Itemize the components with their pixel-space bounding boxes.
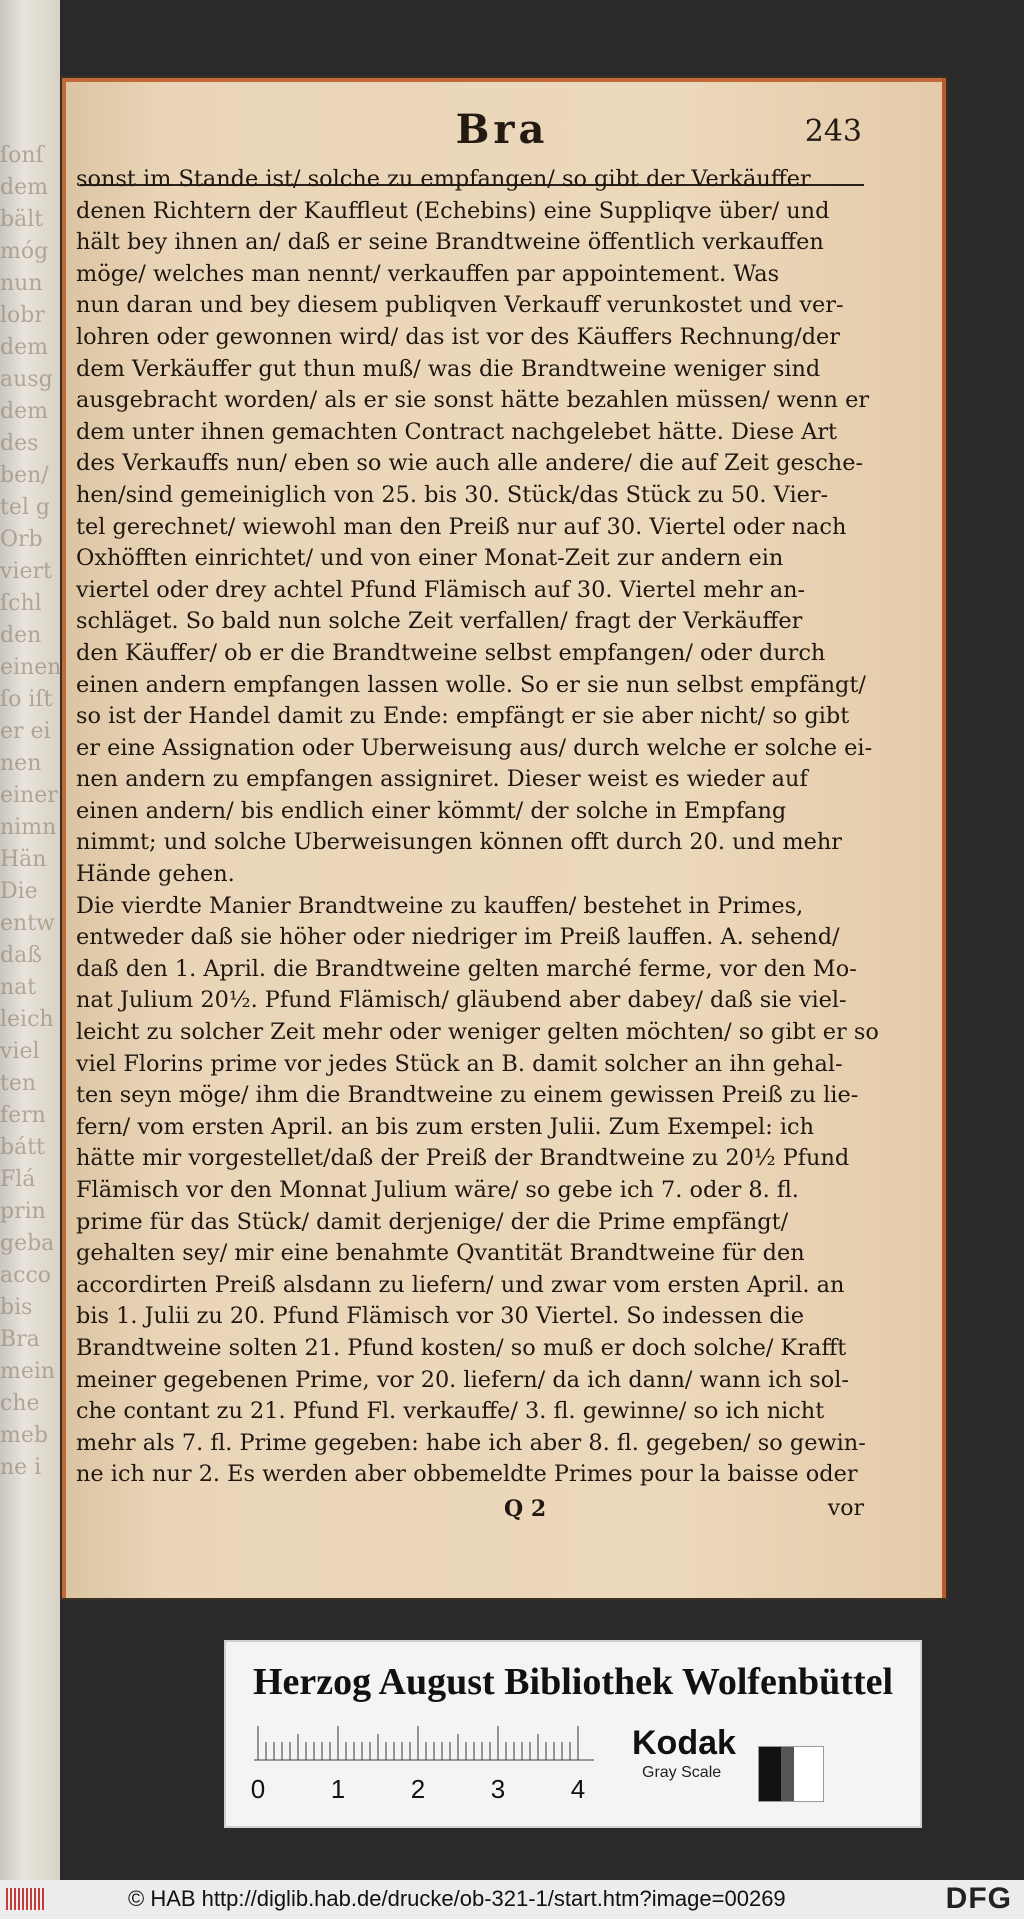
text-line: che contant zu 21. Pfund Fl. verkauffe/ 3. fl. gewinne/ so ich nicht bbox=[76, 1398, 825, 1425]
text-line: viertel oder drey achtel Pfund Flämisch auf 30. Viertel mehr an- bbox=[76, 576, 806, 603]
text-line: nat Julium 20½. Pfund Flämisch/ gläubend aber dabey/ daß sie viel- bbox=[76, 987, 847, 1014]
text-line: leicht zu solcher Zeit mehr oder weniger gelten möchten/ so gibt er so bbox=[76, 1019, 879, 1046]
text-line: bis 1. Julii zu 20. Pfund Flämisch vor 30 Viertel. So indessen die bbox=[76, 1303, 805, 1330]
barcode-icon bbox=[6, 1888, 46, 1910]
text-line: tel gerechnet/ wiewohl man den Preiß nur auf 30. Viertel oder nach bbox=[76, 513, 847, 540]
page-number: 243 bbox=[804, 114, 862, 149]
text-line: viel Florins prime vor jedes Stück an B. damit solcher an ihn gehal- bbox=[76, 1050, 843, 1077]
text-line: möge/ welches man nennt/ verkauffen par appointement. Was bbox=[76, 260, 780, 287]
text-line: Die vierdte Manier Brandtweine zu kauffen/ bestehet in Primes, bbox=[76, 892, 804, 919]
adjacent-page-bleed-through: ſonſ dem bält móg nun lobr dem ausg dem des ben/ tel g Orb viert ſchl den einen ſo iſt er ei nen einer nimn Hän Die entw daß nat leich viel ten fern bátt Flá prin geba acco bis Bra mein che meb ne i bbox=[0, 143, 62, 1480]
text-line: hält bey ihnen an/ daß er seine Brandtweine öffentlich verkauffen bbox=[76, 229, 824, 256]
text-line: ten seyn möge/ ihm die Brandtweine zu einem gewissen Preiß zu lie- bbox=[76, 1082, 859, 1109]
text-line: des Verkauffs nun/ eben so wie auch alle andere/ die auf Zeit gesche- bbox=[76, 450, 864, 477]
text-line: Brandtweine solten 21. Pfund kosten/ so muß er doch solche/ Krafft bbox=[76, 1334, 847, 1361]
text-line: fern/ vom ersten April. an bis zum ersten Julii. Zum Exempel: ich bbox=[76, 1113, 815, 1140]
text-line: einen andern empfangen lassen wolle. So er sie nun selbst empfängt/ bbox=[76, 671, 866, 698]
page-header bbox=[62, 106, 942, 166]
text-line: Hände gehen. bbox=[76, 861, 235, 888]
library-name: Herzog August Bibliothek Wolfenbüttel bbox=[252, 1661, 894, 1703]
text-line: dem unter ihnen gemachten Contract nachgelebet hätte. Diese Art bbox=[76, 418, 838, 445]
catchword: vor bbox=[827, 1496, 864, 1521]
text-line: accordirten Preiß alsdann zu liefern/ und zwar vom ersten April. an bbox=[76, 1271, 845, 1298]
text-line: so ist der Handel damit zu Ende: empfängt er sie aber nicht/ so gibt bbox=[76, 703, 850, 730]
page-foot bbox=[76, 1496, 864, 1530]
text-line: nun daran und bey diesem publiqven Verkauff verunkostet und ver- bbox=[76, 292, 844, 319]
source-url[interactable]: © HAB http://diglib.hab.de/drucke/ob-321-1/start.htm?image=00269 bbox=[128, 1886, 786, 1911]
text-line: ne ich nur 2. Es werden aber obbemeldte Primes pour la baisse oder bbox=[76, 1461, 858, 1488]
text-line: prime für das Stück/ damit derjenige/ der die Prime empfängt/ bbox=[76, 1208, 789, 1235]
text-line: denen Richtern der Kauffleut (Echebins) eine Suppliqve über/ und bbox=[76, 197, 830, 224]
body-text bbox=[76, 164, 879, 1491]
archive-color-card bbox=[224, 1640, 922, 1828]
text-line: lohren oder gewonnen wird/ das ist vor des Käuffers Rechnung/der bbox=[76, 323, 840, 350]
text-line: hen/sind gemeiniglich von 25. bis 30. Stück/das Stück zu 50. Vier- bbox=[76, 481, 829, 508]
running-head: Bra bbox=[455, 106, 549, 153]
text-line: hätte mir vorgestellet/daß der Preiß der Brandtweine zu 20½ Pfund bbox=[76, 1145, 850, 1172]
text-line: schläget. So bald nun solche Zeit verfallen/ fragt der Verkäuffer bbox=[76, 608, 803, 635]
text-line: ausgebracht worden/ als er sie sonst hätte bezahlen müssen/ wenn er bbox=[76, 387, 870, 414]
ruler-number: 1 bbox=[330, 1774, 346, 1804]
book-page bbox=[62, 78, 946, 1598]
text-line: meiner gegebenen Prime, vor 20. liefern/ da ich dann/ wann ich sol- bbox=[76, 1366, 849, 1393]
ruler-number: 0 bbox=[250, 1774, 266, 1804]
text-line: Oxhöfften einrichtet/ und von einer Monat-Zeit zur andern ein bbox=[76, 545, 784, 572]
text-line: daß den 1. April. die Brandtweine gelten marché ferme, vor den Mo- bbox=[76, 955, 857, 982]
text-line: er eine Assignation oder Uberweisung aus/ durch welche er solche ei- bbox=[76, 734, 873, 761]
viewer-footer bbox=[0, 1880, 1024, 1919]
signature-mark: Q 2 bbox=[504, 1496, 547, 1522]
text-line: gehalten sey/ mir eine benahmte Qvantität Brandtweine für den bbox=[76, 1240, 805, 1267]
gray-scale-label: Gray Scale bbox=[642, 1764, 722, 1781]
text-line: mehr als 7. fl. Prime gegeben: habe ich aber 8. fl. gegeben/ so gewin- bbox=[76, 1429, 866, 1456]
ruler-number: 2 bbox=[410, 1774, 426, 1804]
text-line: Flämisch vor den Monnat Julium wäre/ so gebe ich 7. oder 8. fl. bbox=[76, 1177, 799, 1203]
scale-ruler bbox=[250, 1720, 594, 1810]
text-line: sonst im Stande ist/ solche zu empfangen/ so gibt der Verkäuffer bbox=[76, 166, 811, 192]
gray-scale-swatch bbox=[758, 1746, 824, 1802]
text-line: den Käuffer/ ob er die Brandtweine selbst empfangen/ oder durch bbox=[76, 639, 826, 666]
text-line: nimmt; und solche Uberweisungen können offt durch 20. und mehr bbox=[76, 829, 842, 856]
ruler-number: 4 bbox=[570, 1774, 586, 1804]
text-line: dem Verkäuffer gut thun muß/ was die Brandtweine weniger sind bbox=[76, 355, 821, 382]
text-line: nen andern zu empfangen assigniret. Dieser weist es wieder auf bbox=[76, 766, 808, 793]
dfg-logo: DFG bbox=[945, 1882, 1012, 1915]
kodak-logo: Kodak bbox=[632, 1724, 736, 1762]
text-line: entweder daß sie höher oder niedriger im Preiß lauffen. A. sehend/ bbox=[76, 924, 840, 951]
text-line: einen andern/ bis endlich einer kömmt/ der solche in Empfang bbox=[76, 797, 787, 824]
ruler-number: 3 bbox=[490, 1774, 506, 1804]
